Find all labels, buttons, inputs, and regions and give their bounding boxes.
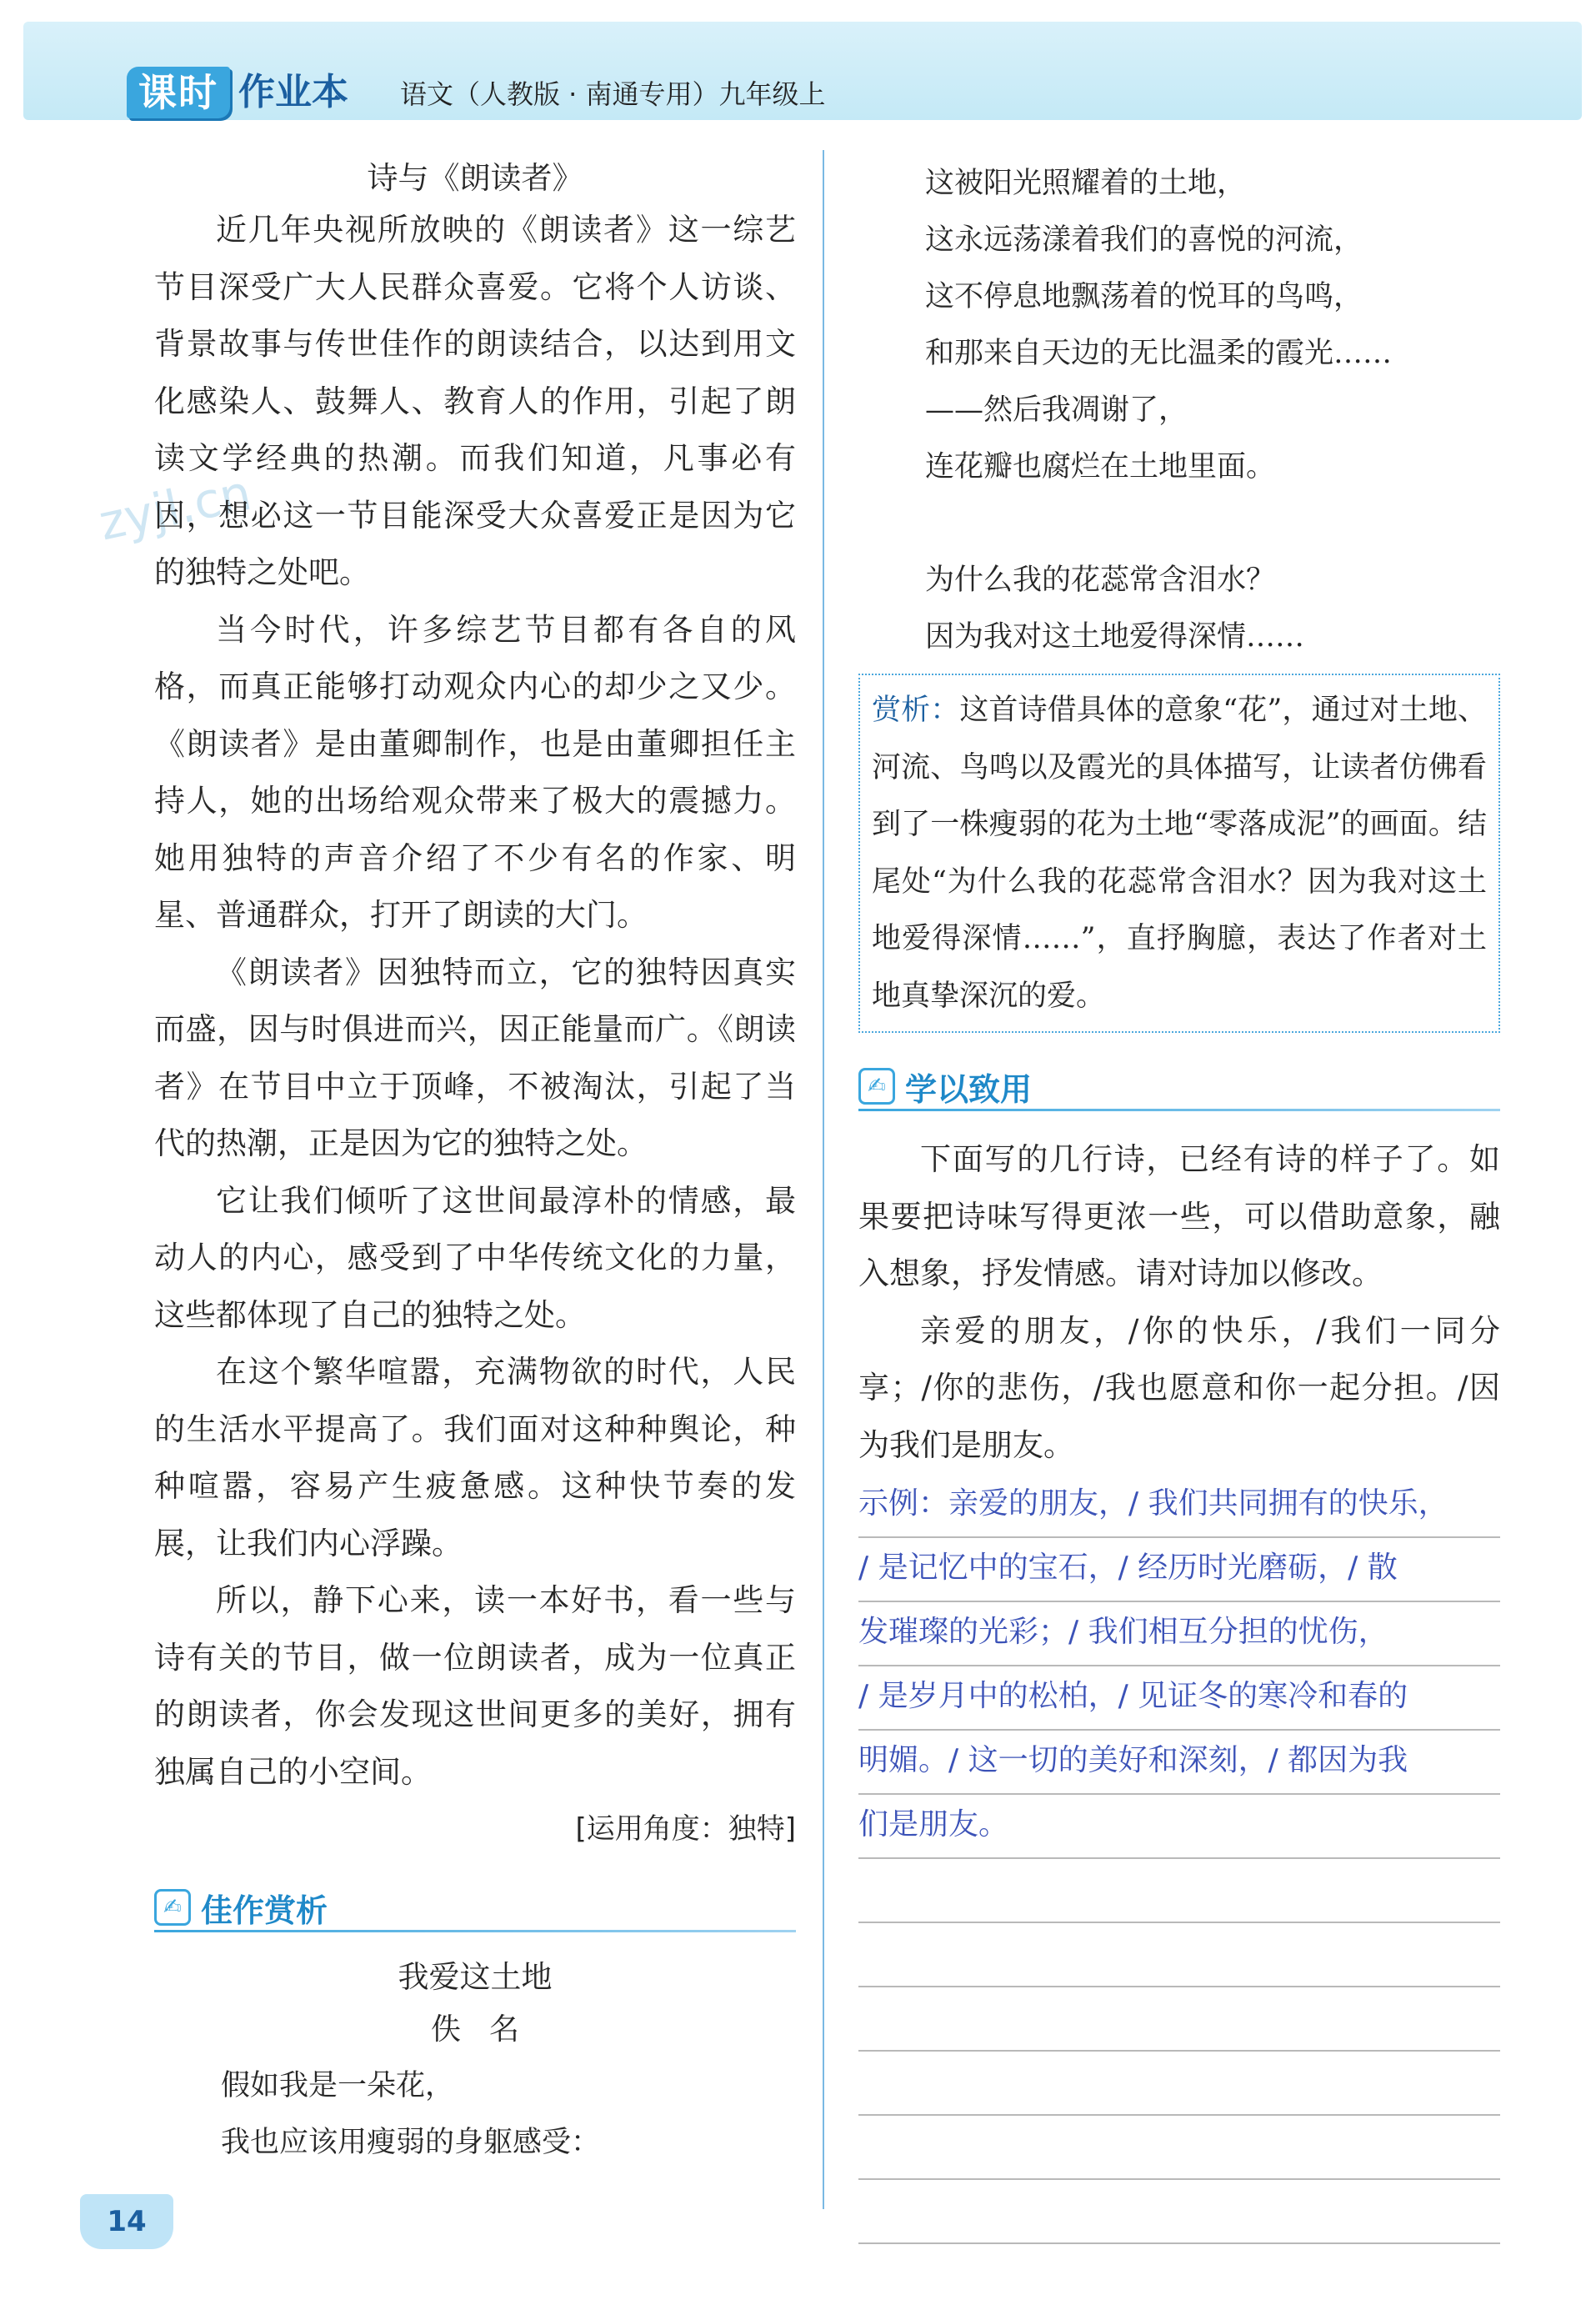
poem-line: 连花瓣也腐烂在土地里面。 bbox=[925, 450, 1276, 484]
task-text: 下面写的几行诗，已经有诗的样子了。如果要把诗味写得更浓一些，可以借助意象，融入想象，抒发情感。请对诗加以修改。 bbox=[858, 1141, 1500, 1291]
poem-line: 这被阳光照耀着的土地， bbox=[925, 167, 1247, 200]
runner-icon: ✍ bbox=[154, 1889, 191, 1926]
runner-icon: ✍ bbox=[858, 1068, 895, 1105]
section-title: 学以致用 bbox=[905, 1070, 1033, 1108]
essay-title: 诗与《朗读者》 bbox=[367, 160, 583, 196]
appreciation-box bbox=[858, 674, 1500, 1033]
section-header-appreciation bbox=[154, 1882, 796, 1932]
poem-line: 我也应该用瘦弱的身躯感受： bbox=[221, 2126, 601, 2159]
left-column bbox=[154, 155, 796, 2171]
poem-title: 我爱这土地 bbox=[398, 1959, 553, 1995]
section-underline bbox=[858, 1109, 1500, 1111]
poem-line: 因为我对这土地爱得深情…… bbox=[925, 620, 1305, 654]
answer-line[interactable] bbox=[858, 2116, 1500, 2180]
column-divider bbox=[823, 150, 824, 2209]
appreciation-text: 这首诗借具体的意象“花”，通过对土地、河流、鸟鸣以及霞光的具体描写，让读者仿佛看到了一株瘦弱的花为土地“零落成泥”的画面。结尾处“为什么我的花蕊常含泪水？因为我对这土地爱得深情……”，直抒胸臆，表达了作者对土地真挚深沉的爱。 bbox=[872, 694, 1487, 1013]
answer-line[interactable]: 示例：亲爱的朋友，/ 我们共同拥有的快乐， bbox=[858, 1474, 1500, 1538]
answer-line[interactable]: / 是记忆中的宝石，/ 经历时光磨砺，/ 散 bbox=[858, 1538, 1500, 1602]
essay-paragraph: 近几年央视所放映的《朗读者》这一综艺节目深受广大人民群众喜爱。它将个人访谈、背景故事与传世佳作的朗读结合，以达到用文化感染人、鼓舞人、教育人的作用，引起了朗读文学经典的热潮。而我们知道，凡事必有因，想必这一节目能深受大众喜爱正是因为它的独特之处吧。 bbox=[154, 212, 796, 590]
logo-rest: 作业本 bbox=[238, 71, 348, 113]
page-number: 14 bbox=[80, 2194, 173, 2249]
answer-line[interactable] bbox=[858, 1987, 1500, 2052]
section-title: 佳作赏析 bbox=[201, 1892, 328, 1929]
answer-line[interactable]: / 是岁月中的松柏，/ 见证冬的寒冷和春的 bbox=[858, 1666, 1500, 1731]
brand-logo bbox=[127, 67, 348, 118]
poem-line: 和那来自天边的无比温柔的霞光…… bbox=[925, 337, 1393, 370]
appreciation-label: 赏析： bbox=[872, 694, 960, 727]
answer-line[interactable] bbox=[858, 2180, 1500, 2244]
logo-main: 课时 bbox=[127, 67, 230, 118]
poem-author: 佚名 bbox=[430, 2012, 548, 2047]
answer-line[interactable] bbox=[858, 1859, 1500, 1923]
answer-line[interactable] bbox=[858, 1923, 1500, 1987]
poem-line: 这永远荡漾着我们的喜悦的河流， bbox=[925, 223, 1363, 257]
poem-line: 假如我是一朵花， bbox=[221, 2069, 455, 2102]
answer-line[interactable]: 明媚。/ 这一切的美好和深刻，/ 都因为我 bbox=[858, 1731, 1500, 1795]
answer-line[interactable]: 发璀璨的光彩；/ 我们相互分担的忧伤， bbox=[858, 1602, 1500, 1666]
answer-area bbox=[858, 1474, 1500, 2244]
answer-line[interactable] bbox=[858, 2052, 1500, 2116]
watermark: zyjl.cn bbox=[93, 464, 257, 552]
stanza-gap bbox=[858, 495, 1500, 552]
poem-line: ——然后我凋谢了， bbox=[925, 393, 1188, 427]
angle-note: [运用角度：独特] bbox=[575, 1812, 796, 1846]
section-underline bbox=[154, 1930, 796, 1932]
subject-info: 语文（人教版 · 南通专用）九年级上 bbox=[400, 78, 826, 110]
section-header-practice bbox=[858, 1061, 1500, 1111]
answer-line[interactable]: 们是朋友。 bbox=[858, 1795, 1500, 1859]
poem-line: 为什么我的花蕊常含泪水？ bbox=[925, 564, 1276, 597]
given-poem: 亲爱的朋友，/你的快乐，/我们一同分享；/你的悲伤，/我也愿意和你一起分担。/因为我们是朋友。 bbox=[858, 1312, 1500, 1463]
essay-paragraph: 当今时代，许多综艺节目都有各自的风格，而真正能够打动观众内心的却少之又少。《朗读者》是由董卿制作，也是由董卿担任主持人，她的出场给观众带来了极大的震撼力。她用独特的声音介绍了不少有名的作家、明星、普通群众，打开了朗读的大门。 bbox=[154, 611, 796, 933]
poem-line: 这不停息地飘荡着的悦耳的鸟鸣， bbox=[925, 280, 1363, 313]
essay-paragraph: 《朗读者》因独特而立，它的独特因真实而盛，因与时俱进而兴，因正能量而广。《朗读者》在节目中立于顶峰，不被淘汰，引起了当代的热潮，正是因为它的独特之处。 bbox=[154, 954, 796, 1161]
essay-paragraph: 在这个繁华喧嚣，充满物欲的时代，人民的生活水平提高了。我们面对这种种舆论，种种喧嚣，容易产生疲惫感。这种快节奏的发展，让我们内心浮躁。 bbox=[154, 1354, 796, 1561]
essay-paragraph: 它让我们倾听了这世间最淳朴的情感，最动人的内心，感受到了中华传统文化的力量，这些都体现了自己的独特之处。 bbox=[154, 1182, 796, 1333]
right-column bbox=[858, 155, 1500, 2244]
essay-paragraph: 所以，静下心来，读一本好书，看一些与诗有关的节目，做一位朗读者，成为一位真正的朗读者，你会发现这世间更多的美好，拥有独属自己的小空间。 bbox=[154, 1582, 796, 1790]
